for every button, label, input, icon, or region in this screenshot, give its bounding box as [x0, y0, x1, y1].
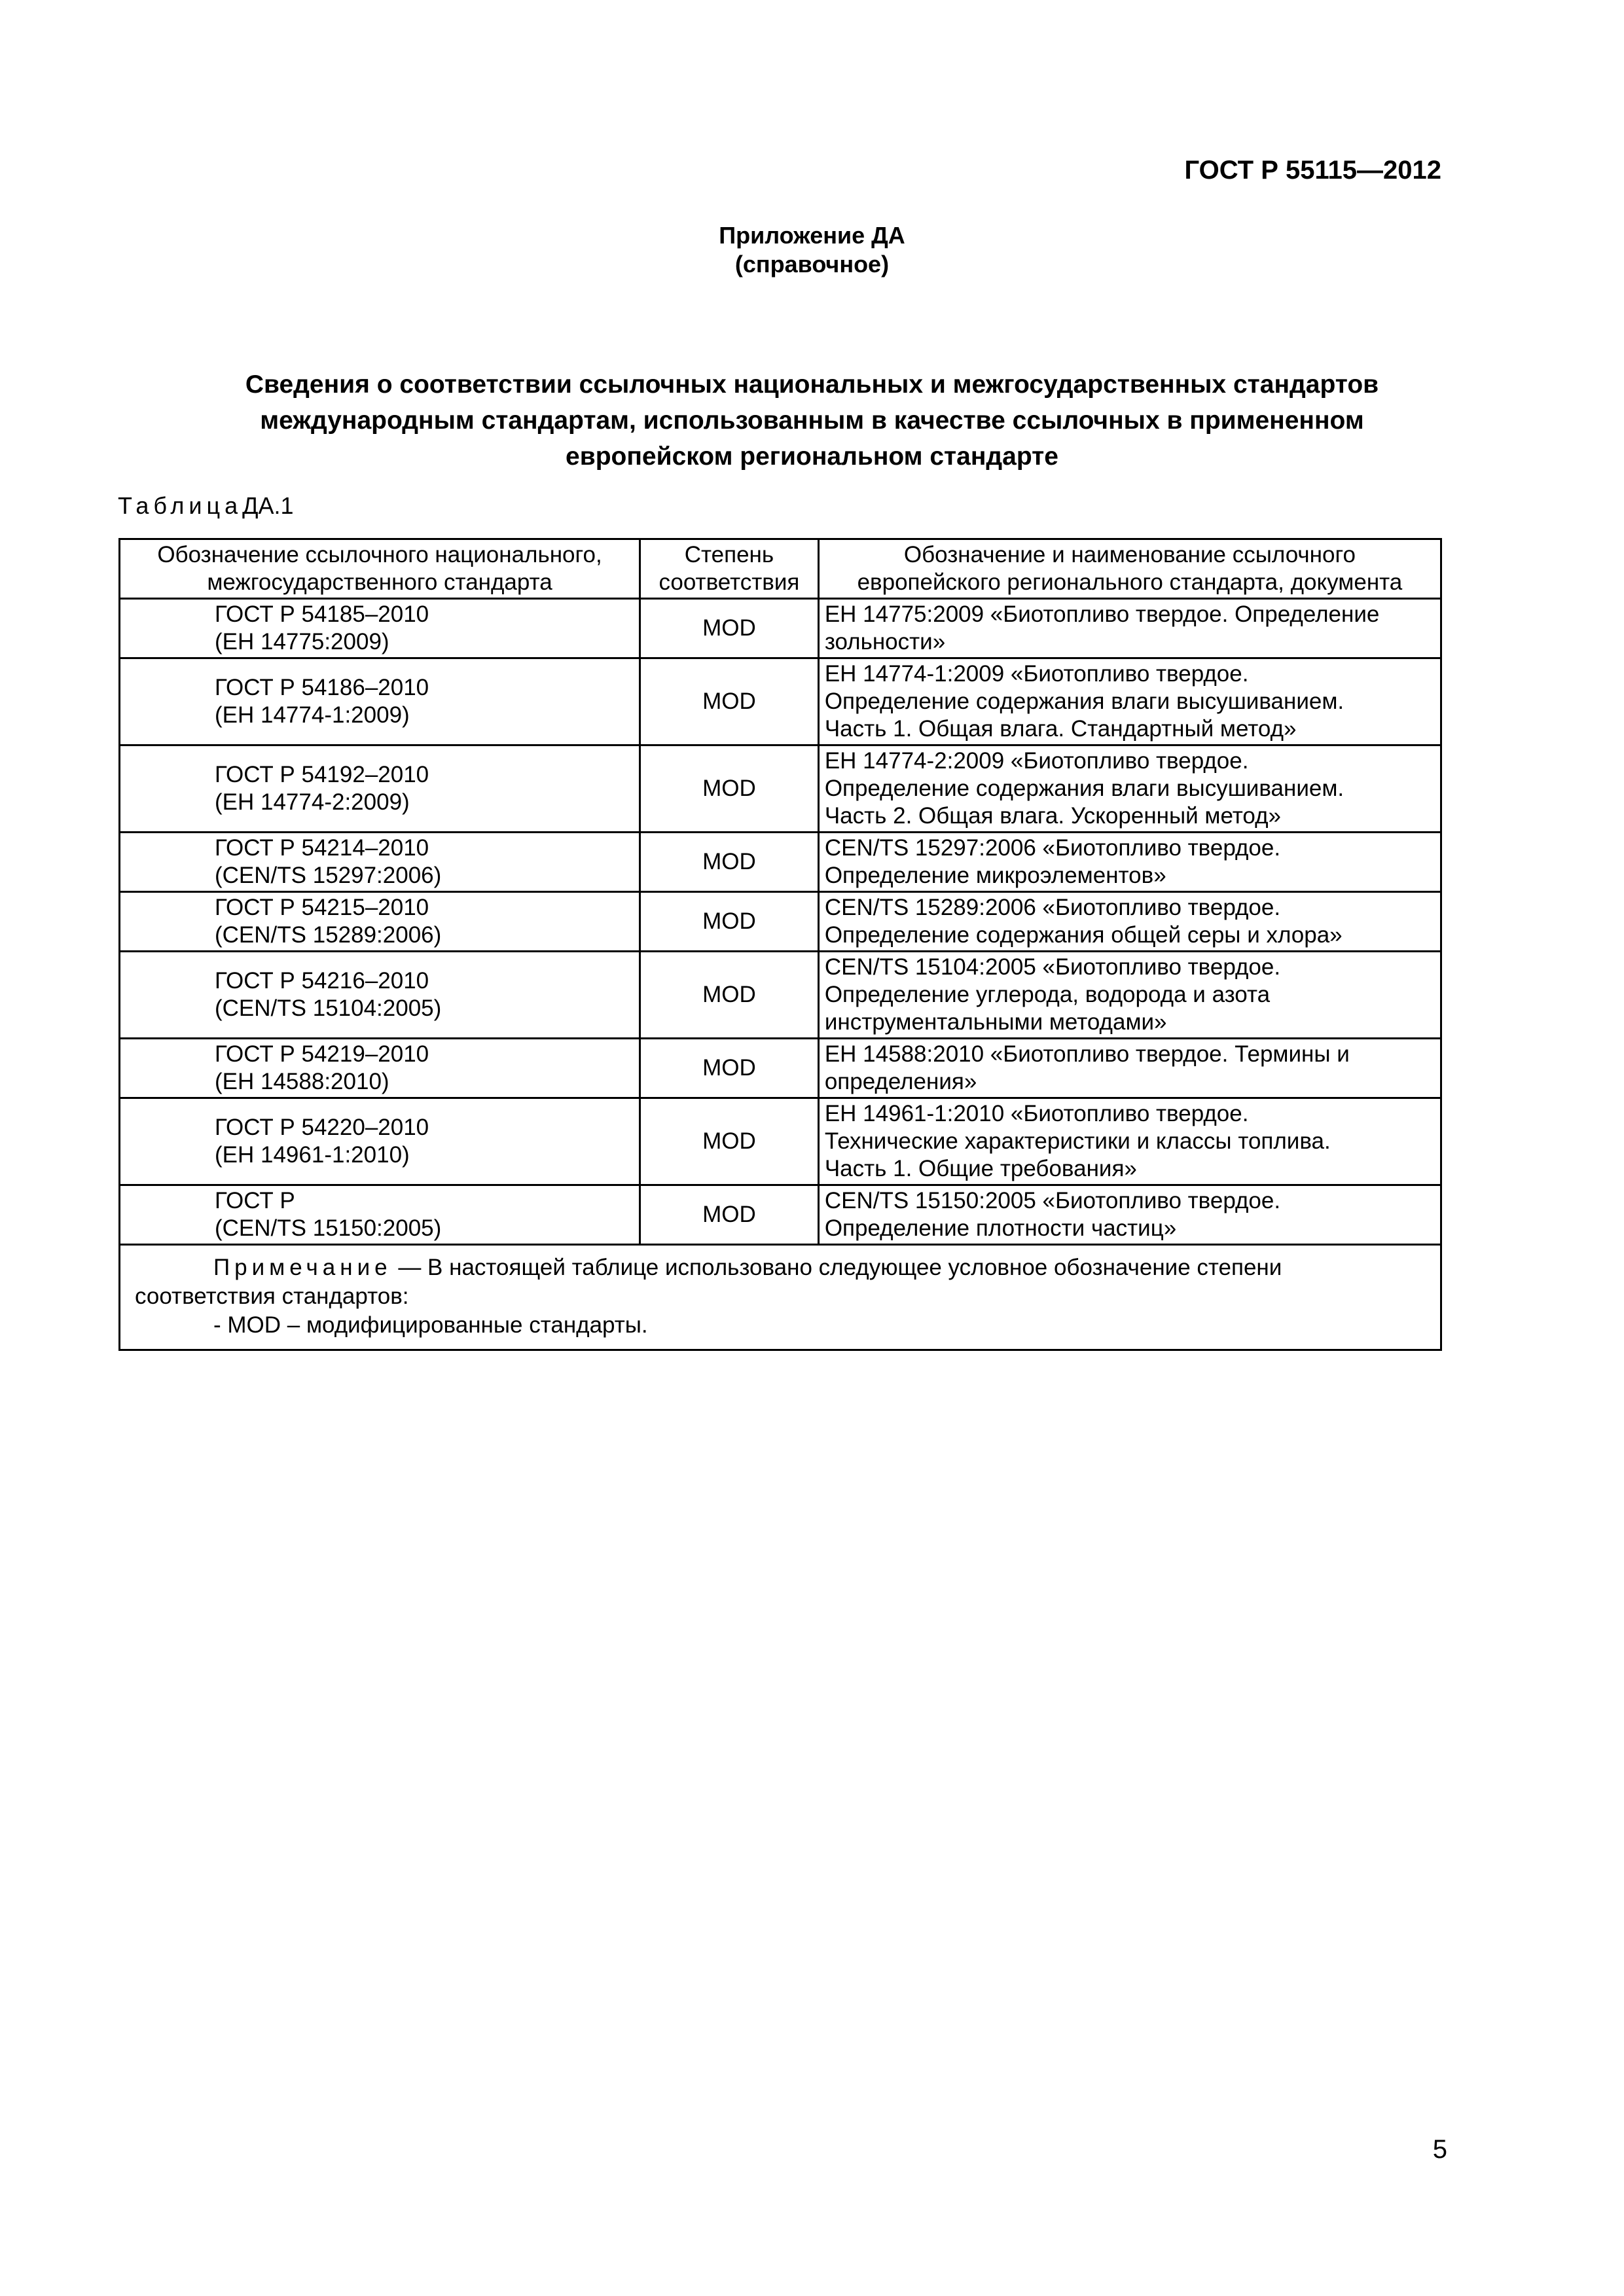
table-caption	[118, 492, 294, 520]
cell-line: (ЕН 14774-1:2009)	[215, 702, 410, 728]
cell-line: ГОСТ Р 54214–2010	[215, 835, 429, 861]
degree-cell: MOD	[640, 1039, 819, 1098]
cell-line: ГОСТ Р 54215–2010	[215, 895, 429, 920]
cell-line: зольности»	[824, 629, 946, 655]
degree-cell: MOD	[640, 833, 819, 892]
header-line: европейского регионального стандарта, документа	[857, 569, 1403, 595]
page-number: 5	[1432, 2135, 1447, 2164]
column-header-european	[818, 539, 1441, 599]
degree-cell: MOD	[640, 1098, 819, 1185]
cell-line: CEN/TS 15297:2006 «Биотопливо твердое.	[824, 835, 1281, 861]
cell-line: инструментальными методами»	[824, 1009, 1167, 1035]
table-row	[120, 658, 1441, 745]
heading-line: европейском региональном стандарте	[566, 442, 1058, 471]
cell-line: (ЕН 14588:2010)	[215, 1069, 389, 1094]
cell-line: ЕН 14775:2009 «Биотопливо твердое. Определение	[824, 601, 1380, 627]
correspondence-table	[118, 538, 1442, 1351]
european-standard-cell	[818, 892, 1441, 952]
header-line: Обозначение и наименование ссылочного	[903, 542, 1356, 567]
cell-line: ГОСТ Р 54216–2010	[215, 968, 429, 994]
cell-line: CEN/TS 15104:2005 «Биотопливо твердое.	[824, 954, 1281, 980]
table-row	[120, 745, 1441, 833]
cell-line: Определение содержания влаги высушиванием.	[824, 776, 1344, 801]
header-line: Обозначение ссылочного национального,	[157, 542, 602, 567]
national-standard-cell	[120, 833, 640, 892]
heading-line: Сведения о соответствии ссылочных национальных и межгосударственных стандартов	[245, 370, 1379, 399]
degree-cell: MOD	[640, 599, 819, 658]
note-line	[135, 1253, 1431, 1282]
header-line: Степень	[684, 542, 774, 567]
table-row	[120, 1039, 1441, 1098]
note-text: — В настоящей таблице использовано следующее условное обозначение степени	[391, 1255, 1282, 1280]
note-line: соответствия стандартов:	[135, 1283, 409, 1309]
appendix-title-block	[0, 221, 1624, 279]
table-note-row	[120, 1245, 1441, 1350]
cell-line: (CEN/TS 15150:2005)	[215, 1215, 442, 1241]
degree-cell: MOD	[640, 952, 819, 1039]
table-row	[120, 892, 1441, 952]
national-standard-cell	[120, 892, 640, 952]
appendix-title: Приложение ДА	[719, 222, 905, 249]
cell-line: Часть 1. Общая влага. Стандартный метод»	[824, 716, 1297, 742]
header-line: межгосударственного стандарта	[207, 569, 552, 595]
section-heading	[118, 367, 1506, 475]
degree-cell: MOD	[640, 745, 819, 833]
cell-line: Часть 2. Общая влага. Ускоренный метод»	[824, 803, 1281, 829]
table-note	[120, 1245, 1441, 1350]
national-standard-cell	[120, 1039, 640, 1098]
cell-line: (CEN/TS 15104:2005)	[215, 996, 442, 1021]
note-label: Примечание	[213, 1255, 392, 1280]
cell-line: (CEN/TS 15289:2006)	[215, 922, 442, 948]
table-row	[120, 1185, 1441, 1245]
national-standard-cell	[120, 658, 640, 745]
cell-line: ЕН 14774-1:2009 «Биотопливо твердое.	[824, 661, 1249, 687]
national-standard-cell	[120, 1185, 640, 1245]
cell-line: определения»	[824, 1069, 977, 1094]
cell-line: ГОСТ Р 54192–2010	[215, 762, 429, 787]
cell-line: ГОСТ Р 54186–2010	[215, 675, 429, 700]
european-standard-cell	[818, 599, 1441, 658]
cell-line: ЕН 14774-2:2009 «Биотопливо твердое.	[824, 748, 1249, 774]
cell-line: CEN/TS 15289:2006 «Биотопливо твердое.	[824, 895, 1281, 920]
national-standard-cell	[120, 599, 640, 658]
header-line: соответствия	[659, 569, 800, 595]
european-standard-cell	[818, 745, 1441, 833]
table-caption-number: ДА.1	[242, 492, 294, 519]
cell-line: CEN/TS 15150:2005 «Биотопливо твердое.	[824, 1188, 1281, 1213]
european-standard-cell	[818, 1185, 1441, 1245]
cell-line: (ЕН 14774-2:2009)	[215, 789, 410, 815]
column-header-degree	[640, 539, 819, 599]
column-header-national	[120, 539, 640, 599]
cell-line: Часть 1. Общие требования»	[824, 1156, 1137, 1181]
table-row	[120, 833, 1441, 892]
degree-cell: MOD	[640, 658, 819, 745]
table-caption-word: Таблица	[118, 492, 243, 519]
appendix-subtitle: (справочное)	[734, 251, 890, 278]
european-standard-cell	[818, 1098, 1441, 1185]
european-standard-cell	[818, 1039, 1441, 1098]
cell-line: ЕН 14588:2010 «Биотопливо твердое. Термины и	[824, 1041, 1350, 1067]
cell-line: Определение содержания общей серы и хлора»	[824, 922, 1343, 948]
cell-line: ГОСТ Р	[215, 1188, 295, 1213]
table-header-row	[120, 539, 1441, 599]
cell-line: ЕН 14961-1:2010 «Биотопливо твердое.	[824, 1101, 1249, 1126]
table-row	[120, 1098, 1441, 1185]
degree-cell: MOD	[640, 1185, 819, 1245]
table-row	[120, 599, 1441, 658]
cell-line: Определение содержания влаги высушиванием.	[824, 689, 1344, 714]
cell-line: ГОСТ Р 54220–2010	[215, 1115, 429, 1140]
national-standard-cell	[120, 745, 640, 833]
cell-line: Определение плотности частиц»	[824, 1215, 1177, 1241]
cell-line: (CEN/TS 15297:2006)	[215, 863, 442, 888]
european-standard-cell	[818, 952, 1441, 1039]
cell-line: ГОСТ Р 54219–2010	[215, 1041, 429, 1067]
degree-cell: MOD	[640, 892, 819, 952]
european-standard-cell	[818, 833, 1441, 892]
heading-line: международным стандартам, использованным в качестве ссылочных в примененном	[260, 406, 1364, 435]
cell-line: Определение углерода, водорода и азота	[824, 982, 1271, 1007]
document-code: ГОСТ Р 55115—2012	[1184, 156, 1441, 185]
national-standard-cell	[120, 1098, 640, 1185]
european-standard-cell	[818, 658, 1441, 745]
table-row	[120, 952, 1441, 1039]
national-standard-cell	[120, 952, 640, 1039]
cell-line: (ЕН 14775:2009)	[215, 629, 389, 655]
cell-line: ГОСТ Р 54185–2010	[215, 601, 429, 627]
note-line: - MOD – модифицированные стандарты.	[213, 1312, 648, 1338]
cell-line: (ЕН 14961-1:2010)	[215, 1142, 410, 1168]
cell-line: Определение микроэлементов»	[824, 863, 1166, 888]
cell-line: Технические характеристики и классы топлива.	[824, 1128, 1331, 1154]
